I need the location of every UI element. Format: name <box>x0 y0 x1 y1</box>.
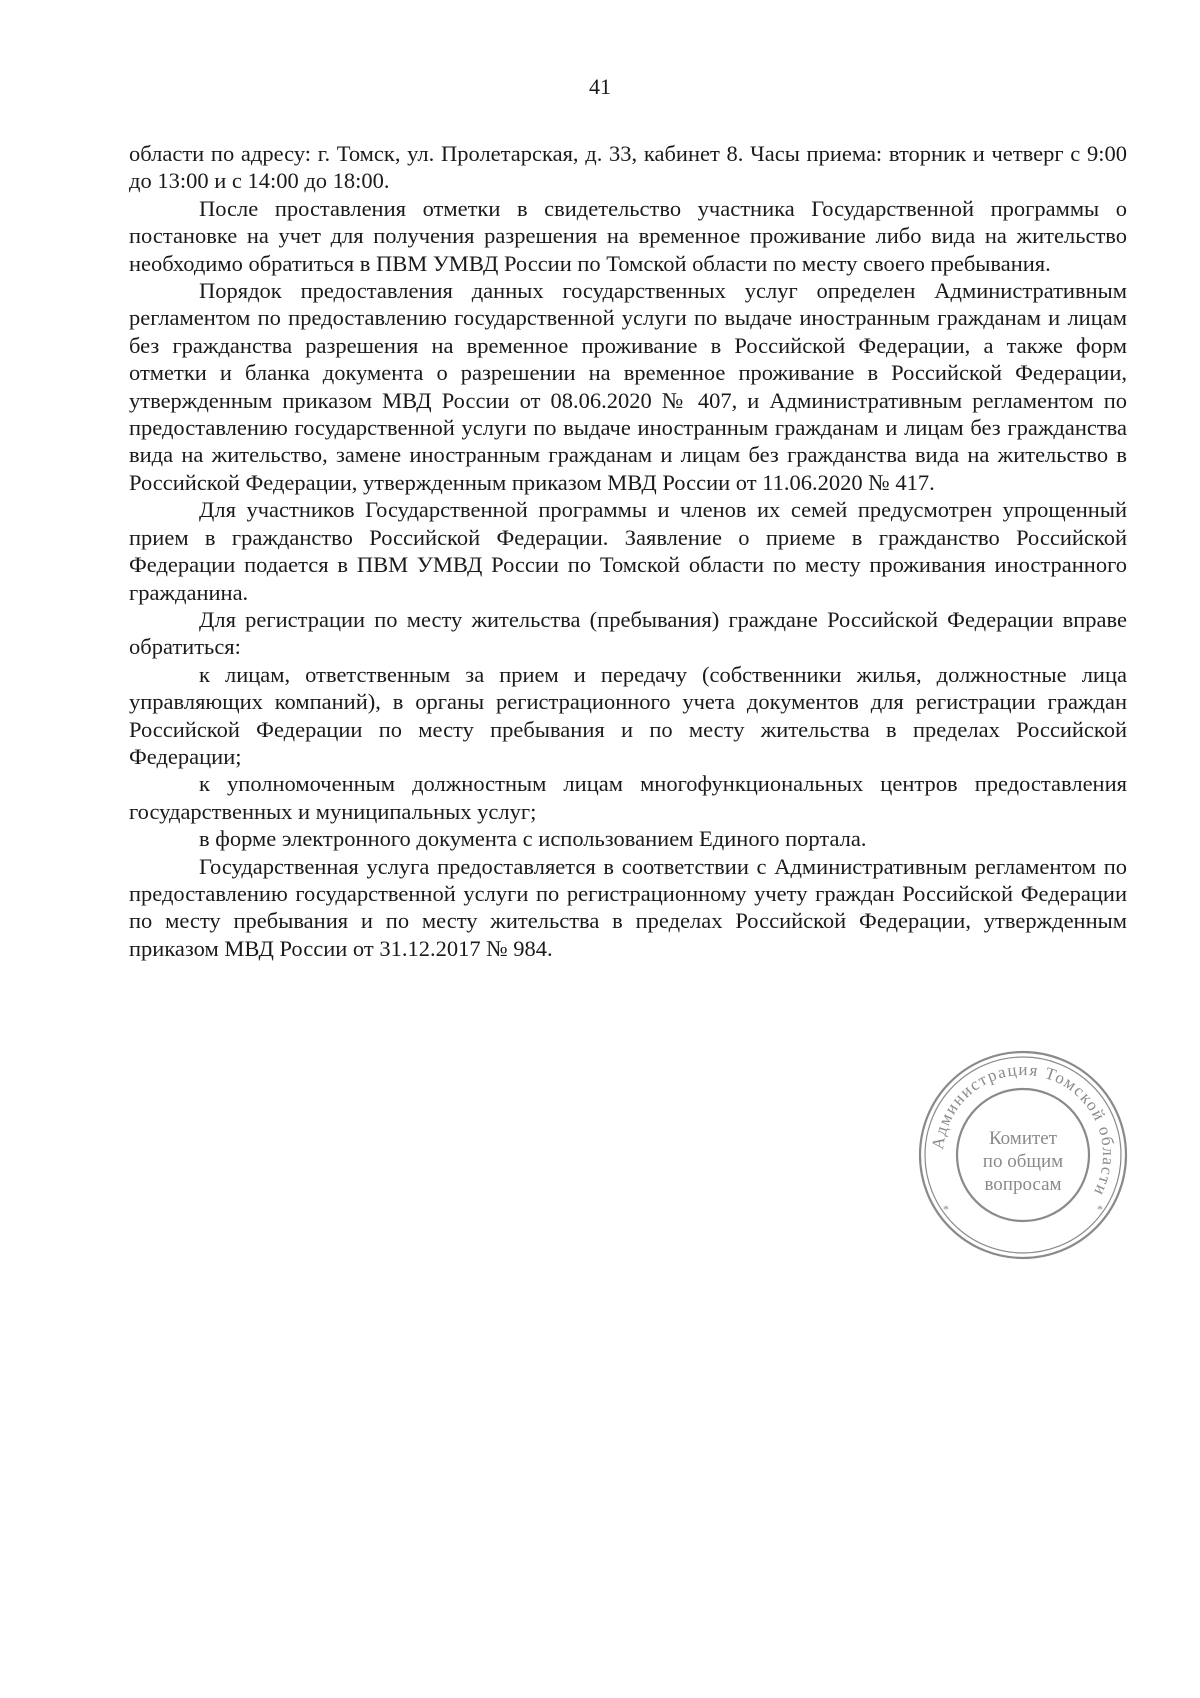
paragraph: Для участников Государственной программы и членов их семей предусмотрен упрощенный прием в гражданство Российской Федерации. Заявление о приеме в гражданство Российской Федерации подается в ПВМ УМВД России по Томской области по месту проживания иностранного гражданина. <box>129 497 1127 605</box>
stamp-star-left: * <box>943 1202 949 1216</box>
paragraph: в форме электронного документа с использованием Единого портала. <box>199 826 867 852</box>
paragraph: Порядок предоставления данных государственных услуг определен Административным регламентом по предоставлению государственной услуги по выдаче иностранным гражданам и лицам без гражданства разрешения на временное проживание в Российской Федерации, а также форм отметки и бланка документа о разрешении на временное проживание в Российской Федерации, утвержденным приказом МВД России от 08.06.2020 № 407, и Административным регламентом по предоставлению государственной услуги по выдаче иностранным гражданам и лицам без гражданства вида на жительство, замене иностранным гражданам и лицам без гражданства вида на жительство в Российской Федерации, утвержденным приказом МВД России от 11.06.2020 № 417. <box>129 278 1127 495</box>
paragraph: Государственная услуга предоставляется в соответствии с Административным регламентом по предоставлению государственной услуги по регистрационному учету граждан Российской Федерации по месту пребывания и по месту жительства в пределах Российской Федерации, утвержденным приказом МВД России от 31.12.2017 № 984. <box>129 853 1127 961</box>
paragraph: Для регистрации по месту жительства (пребывания) граждане Российской Федерации вправе обратиться: <box>129 606 1127 660</box>
stamp-center-line-1: Комитет <box>988 1128 1058 1149</box>
stamp-ring-textpath: Администрация Томской области <box>928 1059 1119 1200</box>
paragraph: к лицам, ответственным за прием и передачу (собственники жилья, должностные лица управляющих компаний), в органы регистрационного учета документов для регистрации граждан Российской Федерации по месту пребывания и по месту жительства в пределах Российской Федерации; <box>129 661 1127 769</box>
official-stamp <box>916 1048 1130 1262</box>
body-text <box>129 140 1127 962</box>
paragraph: После проставления отметки в свидетельство участника Государственной программы о постановке на учет для получения разрешения на временное проживание либо вида на жительство необходимо обратиться в ПВМ УМВД России по Томской области по месту своего пребывания. <box>129 195 1127 276</box>
paragraph: к уполномоченным должностным лицам многофункциональных центров предоставления государственных и муниципальных услуг; <box>129 771 1127 824</box>
stamp-center-line-3: вопросам <box>984 1174 1062 1195</box>
stamp-star-right: * <box>1097 1202 1103 1216</box>
stamp-center-line-2: по общим <box>982 1151 1064 1172</box>
paragraph: области по адресу: г. Томск, ул. Пролетарская, д. 33, кабинет 8. Часы приема: вторник и четверг с 9:00 до 13:00 и с 14:00 до 18:00. <box>129 141 1127 194</box>
page-number: 41 <box>589 74 611 99</box>
stamp-graphic <box>916 1048 1130 1262</box>
